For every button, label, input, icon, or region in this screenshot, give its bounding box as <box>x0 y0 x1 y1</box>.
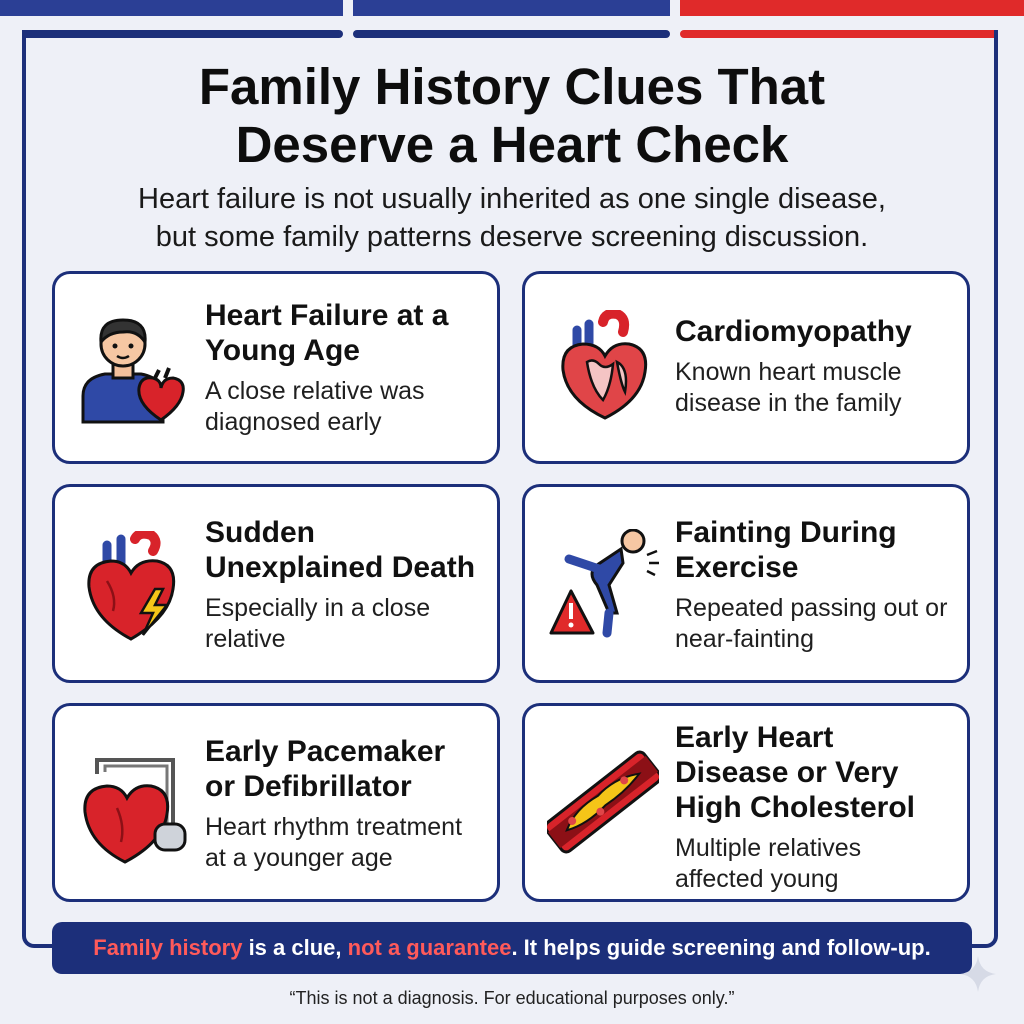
card-title: Cardiomyopathy <box>675 315 912 348</box>
card-title: Heart Failure at a Young Age <box>205 299 449 367</box>
footer-highlight-2: not a guarantee <box>347 935 512 960</box>
top-bar-right <box>680 0 1024 16</box>
card-title: Sudden Unexplained Death <box>205 516 476 584</box>
card-text <box>205 298 483 438</box>
card-sudden-unexplained-death <box>52 484 500 683</box>
fainting-person-warning-icon <box>547 529 659 641</box>
page-title-line2: Deserve a Heart Check <box>235 116 789 173</box>
card-early-pacemaker <box>52 703 500 902</box>
card-text <box>675 314 953 419</box>
card-title: Early Heart Disease or Very High Cholesterol <box>675 721 916 824</box>
card-text <box>205 734 483 874</box>
page-subtitle-line1: Heart failure is not usually inherited as one single disease, <box>138 183 886 215</box>
card-description: Especially in a close relative <box>205 594 431 653</box>
sparkle-icon <box>958 954 998 994</box>
card-description: Known heart muscle disease in the family <box>675 358 902 417</box>
card-text <box>675 720 953 895</box>
footer-highlight-1: Family history <box>93 935 243 960</box>
footer-banner <box>52 922 972 974</box>
card-text <box>205 515 483 655</box>
card-title: Fainting During Exercise <box>675 516 897 584</box>
page-title-line1: Family History Clues That <box>198 58 826 115</box>
card-early-heart-disease <box>522 703 970 902</box>
page-title <box>0 58 1024 174</box>
heart-lightning-icon <box>77 531 189 643</box>
heart-pacemaker-icon <box>77 754 189 866</box>
card-description: A close relative was diagnosed early <box>205 377 425 436</box>
card-cardiomyopathy <box>522 271 970 464</box>
heart-anatomy-icon <box>547 310 659 422</box>
card-fainting-during-exercise <box>522 484 970 683</box>
footer-text-2: . It helps guide screening and follow-up. <box>511 935 931 960</box>
card-description: Heart rhythm treatment at a younger age <box>205 813 463 872</box>
top-bar-middle <box>353 0 670 16</box>
card-text <box>675 515 953 655</box>
card-description: Multiple relatives affected young <box>675 834 862 893</box>
card-description: Repeated passing out or near-fainting <box>675 594 948 653</box>
clogged-artery-icon <box>547 746 659 858</box>
card-title: Early Pacemaker or Defibrillator <box>205 735 446 803</box>
person-with-heart-icon <box>77 312 189 424</box>
card-heart-failure-young-age <box>52 271 500 464</box>
page-subtitle <box>0 180 1024 256</box>
top-bar-left <box>0 0 343 16</box>
footer-text-1: is a clue, <box>242 935 348 960</box>
page-subtitle-line2: but some family patterns deserve screening discussion. <box>155 221 869 253</box>
disclaimer: “This is not a diagnosis. For educational purposes only.” <box>289 988 735 1008</box>
